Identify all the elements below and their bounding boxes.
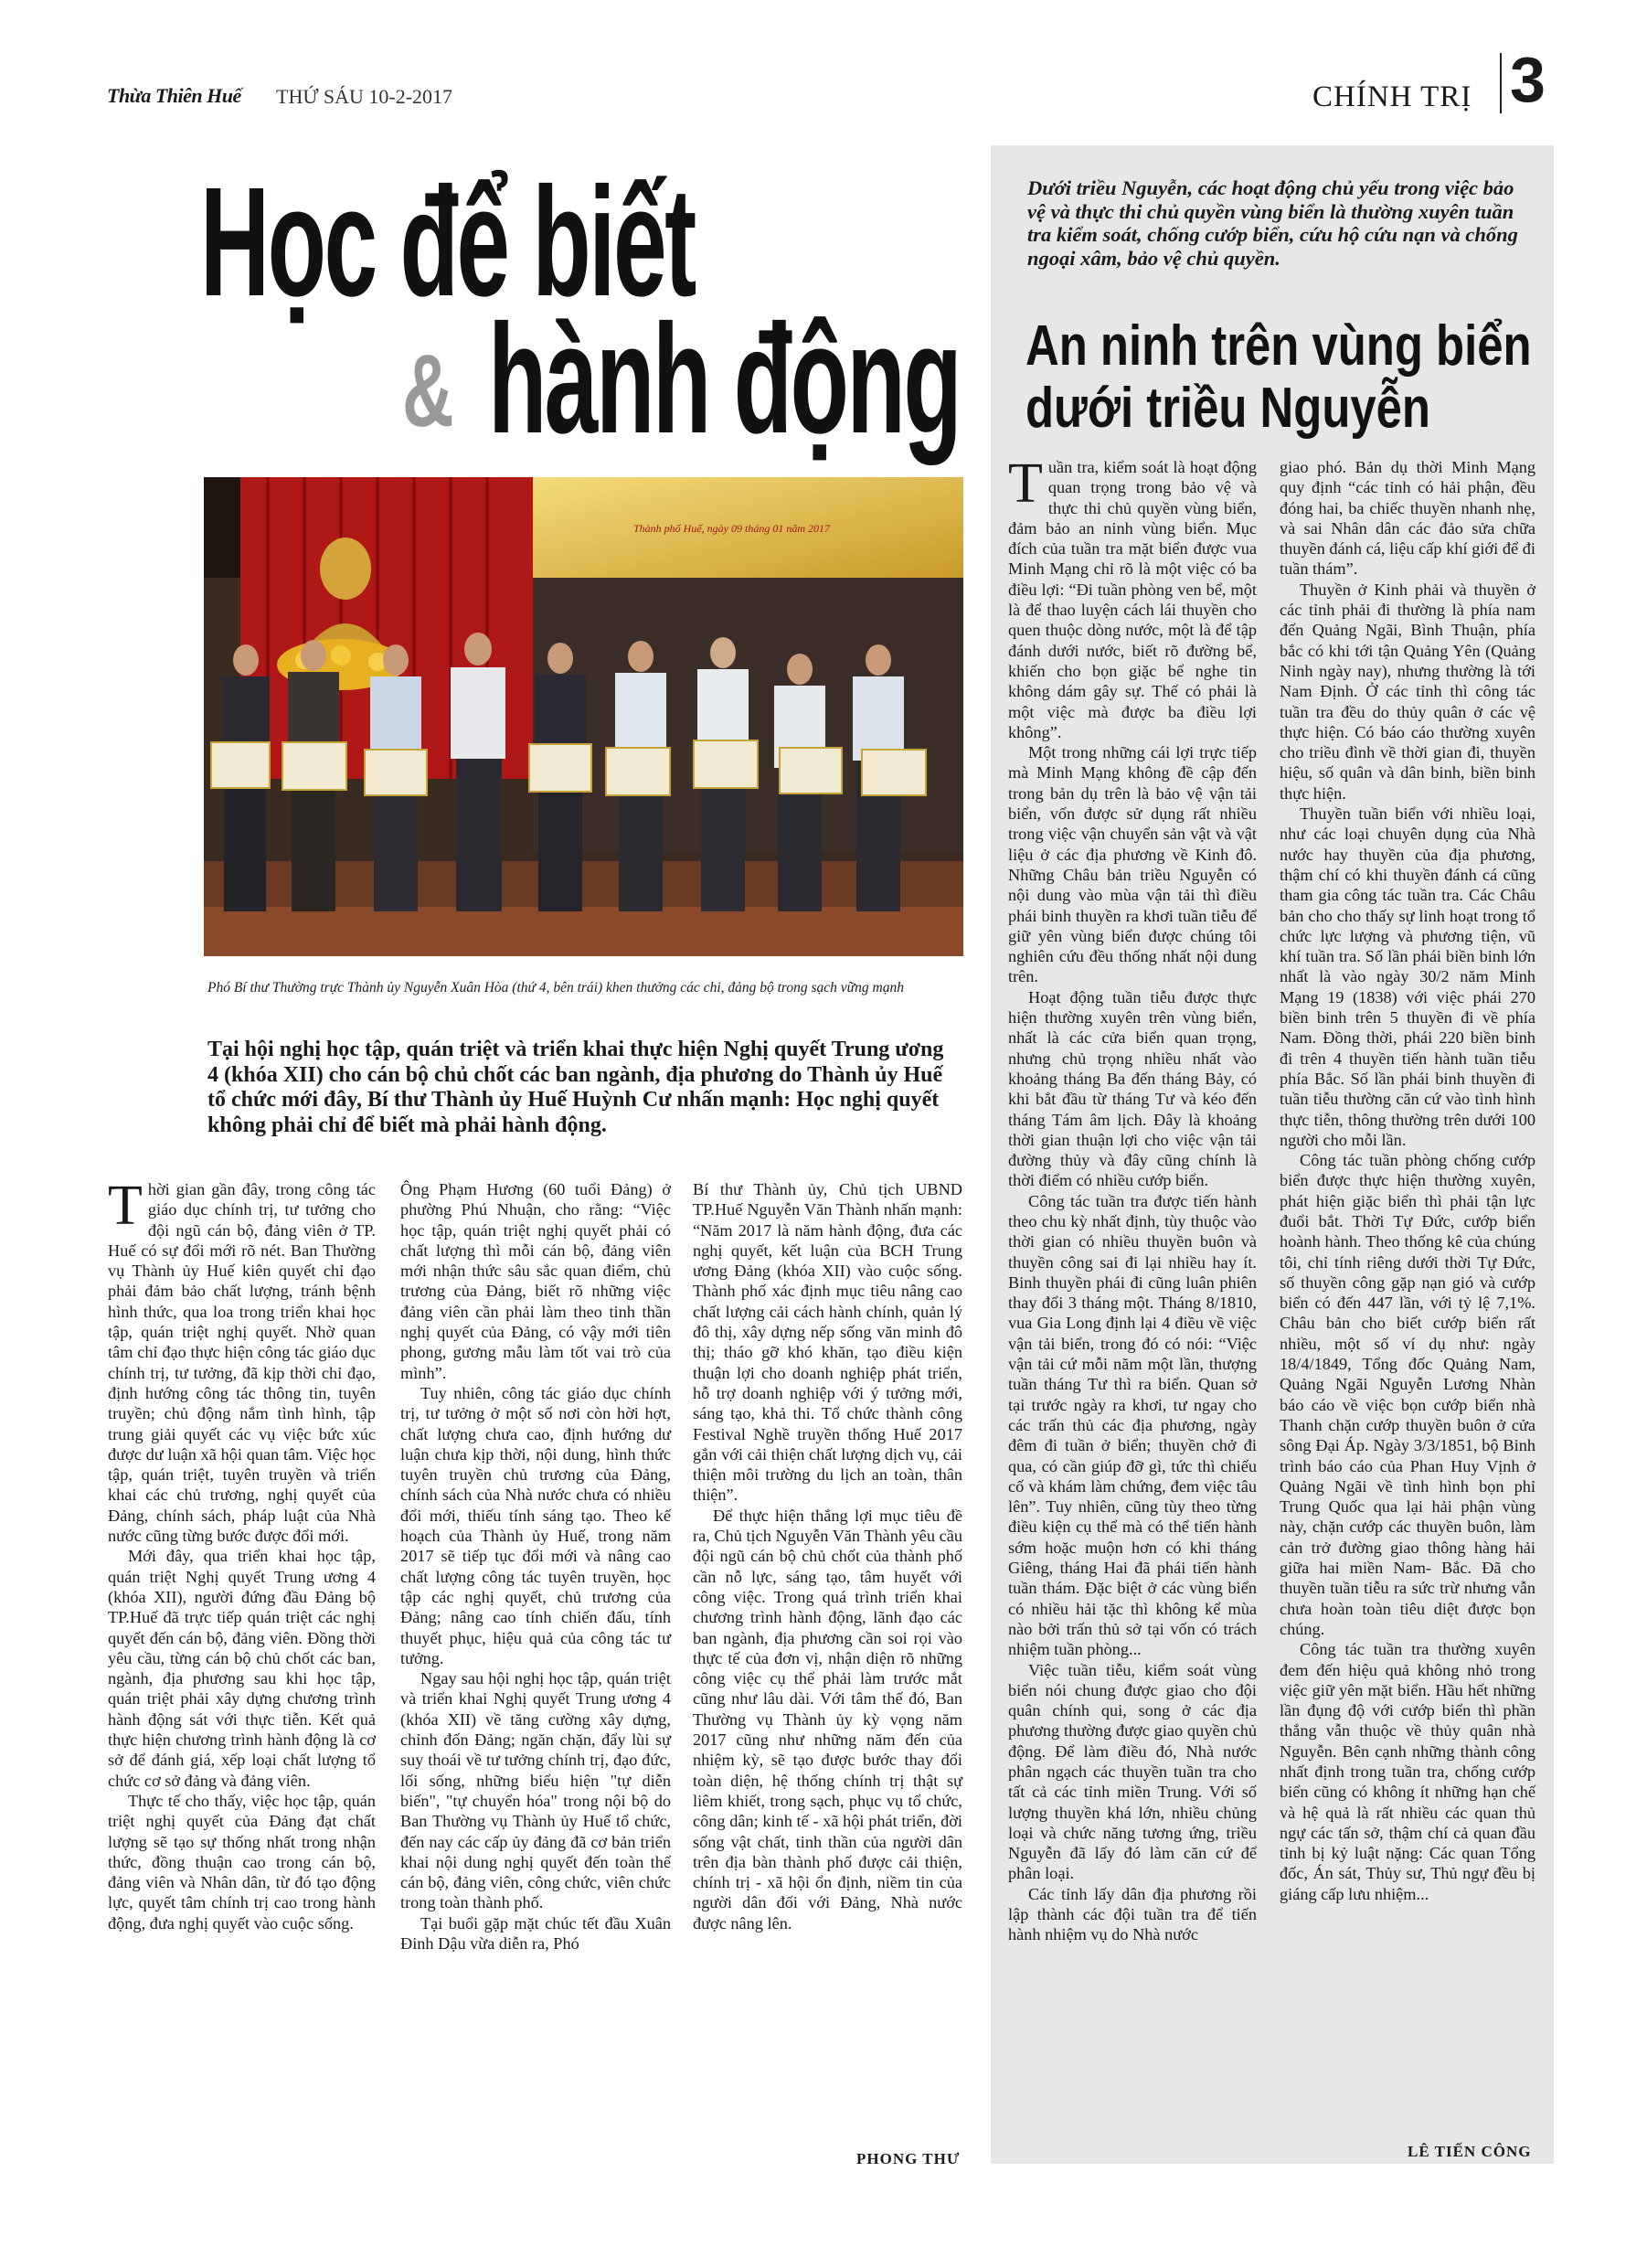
article-photo — [204, 477, 963, 956]
paragraph: Tuy nhiên, công tác giáo dục chính trị, tư tưởng ở một số nơi còn hời hợt, chất lượng chưa cao, định hướng dư luận chưa kịp thời, nội dung, hình thức tuyên truyền chủ trương của Đảng, chính sách của Nhà nước chưa có nhiều đổi mới, thiếu tính sáng tạo. Theo kế hoạch của Thành ủy Huế, trong năm 2017 sẽ tiếp tục đổi mới và nâng cao chất lượng công tác tuyên truyền, học tập các nghị quyết, chủ trương của Đảng; nâng cao tính chiến đấu, tính thuyết phục, hiệu quả của công tác tư tưởng. — [400, 1383, 671, 1667]
paragraph: giao phó. Bản dụ thời Minh Mạng quy định “các tỉnh có hải phận, đều đóng hai, ba chiếc thuyền nhanh nhẹ, và sai Nhân dân các đảo sửa chữa thuyền đánh cá, liệu cấp khí giới để đi tuần thám”. — [1280, 458, 1535, 579]
page-number: 3 — [1510, 44, 1546, 115]
paragraph: Tại buổi gặp mặt chúc tết đầu Xuân Đinh Dậu vừa diễn ra, Phó — [400, 1913, 671, 1953]
paragraph: Mới đây, qua triển khai học tập, quán triệt Nghị quyết Trung ương 4 (khóa XII), người đứng đầu Đảng bộ TP.Huế đã trực tiếp quán triệt các nghị quyết đến cán bộ, đảng viên. Đồng thời yêu cầu, từng cán bộ chủ chốt các ban, ngành, địa phương sau khi học tập, quán triệt phải xây dựng chương trình hành động sát với thực tiễn. Kết quả thực hiện chương trình hành động là cơ sở để đánh giá, xếp loại chất lượng tổ chức cơ sở đảng và đảng viên. — [108, 1547, 376, 1790]
photo-banner: Thành phố Huế, ngày 09 tháng 01 năm 2017 — [633, 522, 830, 535]
article-lead: Tại hội nghị học tập, quán triệt và triển khai thực hiện Nghị quyết Trung ương 4 (khóa XII) cho cán bộ chủ chốt các ban ngành, địa phương do Thành ủy Huế tổ chức mới đây, Bí thư Thành ủy Huế Huỳnh Cư nhấn mạnh: Học nghị quyết không phải chỉ để biết mà phải hành động. — [207, 1038, 944, 1137]
header-divider — [1500, 53, 1502, 113]
paragraph: Tuần tra, kiểm soát là hoạt động quan trọng trong bảo vệ và thực thi chủ quyền vùng biển, đảm bảo an ninh vùng biển. Mục đích của tuần tra mặt biển được vua Minh Mạng chỉ rõ là một việc có ba điều lợi: “Đi tuần phòng ven bể, một là để thao luyện cách lái thuyền cho quen thuộc dòng nước, một là để tập đánh dưới nước, biết rõ đường bể, khiến cho bọn giặc bể nghe tin không dám gây sự. Thế có phải là một việc mà được ba điều lợi không”. — [1008, 453, 1257, 741]
sidebar-intro: Dưới triều Nguyễn, các hoạt động chủ yếu trong việc bảo vệ và thực thi chủ quyền vùng biển là thường xuyên tuần tra kiểm soát, chống cướp biển, cứu hộ cứu nạn và chống ngoại xâm, bảo vệ chủ quyền. — [1027, 176, 1518, 270]
paragraph: Thực tế cho thấy, việc học tập, quán triệt nghị quyết của Đảng đạt chất lượng sẽ tạo sự thống nhất trong nhận thức, đồng thuận cao trong cán bộ, đảng viên và Nhân dân, từ đó tạo động lực, quyết tâm chính trị cao trong hành động, đưa nghị quyết vào cuộc sống. — [108, 1791, 376, 1933]
paragraph: Thời gian gần đây, trong công tác giáo dục chính trị, tư tưởng cho đội ngũ cán bộ, đảng viên ở TP. Huế có sự đổi mới rõ nét. Ban Thường vụ Thành ủy Huế kiên quyết chỉ đạo phải đảm bảo chất lượng, tránh bệnh hình thức, qua loa trong triển khai học tập, quán triệt nghị quyết. Nhờ quan tâm chỉ đạo thực hiện công tác giáo dục chính trị, tư tưởng, đã kịp thời chỉ đạo, định hướng công tác thông tin, tuyên truyền; chủ động nắm tình hình, tập trung giải quyết các vụ việc bức xúc được dư luận xã hội quan tâm. Việc học tập, quán triệt, tuyên truyền và triển khai các chủ trương, nghị quyết của Đảng, chính sách, pháp luật của Nhà nước cũng từng bước được đổi mới. — [108, 1175, 376, 1546]
paragraph: Một trong những cái lợi trực tiếp mà Minh Mạng không đề cập đến trong bản dụ trên là bảo vệ vận tải biển, vốn được sử dụng rất nhiều trong việc vận chuyển sản vật và vật liệu ở các địa phương về Kinh đô. Những Châu bản triều Nguyễn có nội dung vào mùa vận tải thì điều phái binh thuyền ra khơi tuần tiễu để giữ yên vùng biển được chúng tôi nghiên cứu đều thống nhất nội dung trên. — [1008, 743, 1257, 986]
paragraph: Hoạt động tuần tiễu được thực hiện thường xuyên trên vùng biển, nhất là các cửa biển quan trọng, nhưng chủ trọng nhiều nhất vào khoảng tháng Ba đến tháng Bảy, có khi bắt đầu từ tháng Tư và kéo đến tháng Tám âm lịch. Đây là khoảng thời gian thuận lợi cho việc vận tải đường thủy và đây cũng chính là thời điểm có nhiều cướp biển. — [1008, 987, 1257, 1190]
article-title-line1: Học để biết — [200, 155, 695, 329]
paragraph: Các tỉnh lấy dân địa phương rồi lập thành các đội tuần tra để tiến hành nhiệm vụ do Nhà nước — [1008, 1884, 1257, 1944]
paragraph: Bí thư Thành ủy, Chủ tịch UBND TP.Huế Nguyễn Văn Thành nhấn mạnh: “Năm 2017 là năm hành động, đưa các nghị quyết, kết luận của BCH Trung ương Đảng (khóa XII) vào cuộc sống. Thành phố xác định mục tiêu nâng cao chất lượng cải cách hành chính, quản lý đô thị, xây dựng nếp sống văn minh đô thị; tháo gỡ khó khăn, tạo điều kiện thuận lợi cho doanh nghiệp phát triển, hỗ trợ doanh nghiệp với ý tưởng mới, sáng tạo, khả thi. Tổ chức thành công Festival Nghề truyền thống Huế 2017 gắn với cải thiện chất lượng dịch vụ, cải thiện môi trường du lịch an toàn, thân thiện”. — [693, 1180, 962, 1505]
paragraph: Công tác tuần tra được tiến hành theo chu kỳ nhất định, tùy thuộc vào thời gian có nhiều thuyền buôn và thuyền công sai đi lại nhiều hay ít. Binh thuyền phái đi cũng luân phiên thay đổi 3 tháng một. Tháng 8/1810, vua Gia Long định lại 4 điều về việc vận tải biển, trong đó có nói: “Việc vận tải cứ mỗi năm một lần, thượng tuần tháng Tư thì ra biển. Quan sở tại trước ngày ra khơi, tư ngay cho các trấn thủ các địa phương, ngày đêm đi tuần ở biển; thuyền chở đi qua, có cần giúp đỡ gì, tức thì chiếu cố và khám làm chứng, đem việc tâu lên”. Tuy nhiên, cũng tùy theo từng điều kiện cụ thể mà có thể tiến hành sớm hoặc muộn hơn có khi tháng Giêng, tháng Hai đã phái tiến hành tuần thám. Đặc biệt ở các vùng biển có nhiều hải tặc thì không kể mùa nào bởi trấn thủ sở tại vốn có trách nhiệm tuần phòng... — [1008, 1191, 1257, 1659]
sidebar-title — [1025, 315, 1550, 440]
sidebar-author: LÊ TIẾN CÔNG — [1408, 2143, 1532, 2160]
sidebar-title-line1: An ninh trên vùng biển — [1025, 314, 1532, 378]
drop-cap: T — [1008, 453, 1043, 515]
paragraph: Công tác tuần tra thường xuyên đem đến hiệu quả không nhỏ trong việc giữ yên mặt biển. Hầu hết những lần đụng độ với cướp biển thì phần thắng vẫn thuộc về thủy quân nhà Nguyễn. Bên cạnh những thành công nhất định trong tuần tra, chống cướp biển cũng có không ít những hạn chế và hệ quả là rất nhiều các quan thủ ngự các tấn sở, thậm chí cả quan đầu tỉnh bị kỷ luật nặng: Các quan Tổng đốc, Án sát, Thủy sư, Thủ ngự đều bị giáng cấp lưu nhiệm... — [1280, 1640, 1535, 1903]
paragraph: Ông Phạm Hương (60 tuổi Đảng) ở phường Phú Nhuận, cho rằng: “Việc học tập, quán triệt nghị quyết phải có chất lượng thì mỗi cán bộ, đảng viên mới nhận thức sâu sắc quan điểm, chủ trương của Đảng, biết rõ những việc đảng viên cần phải làm theo tinh thần nghị quyết của Đảng, có vậy mới tiên phong, gương mẫu làm tốt vai trò của mình”. — [400, 1180, 671, 1382]
section-name: CHÍNH TRỊ — [1312, 80, 1472, 113]
article-column-3 — [693, 1179, 962, 1933]
article-column-1 — [108, 1175, 376, 1933]
sidebar-column-1 — [1008, 453, 1257, 1945]
sidebar-title-line2: dưới triều Nguyễn — [1025, 377, 1430, 440]
newspaper-name: Thừa Thiên Huế — [107, 84, 241, 107]
drop-cap: T — [108, 1175, 143, 1237]
article-title-ampersand: & — [402, 334, 452, 448]
paragraph: Thuyền ở Kinh phải và thuyền ở các tỉnh phải đi thường là phía nam đến Quảng Ngãi, Bình Thuận, phía bắc có khi tới tận Quảng Yên (Quảng Ninh ngày nay), nhưng thường là tới Nam Định. Ở các tỉnh thì công tác tuần tra đều do thủy quân ở các vệ thực hiện. Có báo cáo thường xuyên cho triều đình về thời gian đi, thuyền hiệu, số quân và dân binh, biền binh thực hiện. — [1280, 580, 1535, 803]
paragraph: Để thực hiện thắng lợi mục tiêu đề ra, Chủ tịch Nguyễn Văn Thành yêu cầu đội ngũ cán bộ chủ chốt của thành phố cần nỗ lực, sáng tạo, tâm huyết với công việc. Trong quá trình triển khai chương trình hành động, lãnh đạo các ban ngành, địa phương cần soi rọi vào thực tế của đơn vị, nhận diện rõ những công việc cụ thể phải làm trước mắt cũng như lâu dài. Với tâm thế đó, Ban Thường vụ Thành ủy kỳ vọng năm 2017 cũng như những năm đến của nhiệm kỳ, sẽ tạo được bước thay đổi toàn diện, hệ thống chính trị thật sự liêm khiết, trong sạch, phục vụ tổ chức, công dân; kinh tế - xã hội phát triển, đời sống vật chất, tinh thần của người dân trên địa bàn thành phố được cải thiện, chính trị - xã hội ổn định, niềm tin của người dân đối với Đảng, Nhà nước được nâng lên. — [693, 1506, 962, 1933]
issue-date: THỨ SÁU 10-2-2017 — [276, 85, 453, 108]
paragraph: Việc tuần tiễu, kiểm soát vùng biển nói chung được giao cho đội quân chính qui, song ở các địa phương thường được giao quyền chủ động. Để làm điều đó, Nhà nước phân ngạch các thuyền tuần tra cho tất cả các tỉnh miền Trung. Với số lượng thuyền khá lớn, nhiều chủng loại và chức năng tương ứng, triều Nguyễn đã lấy đó làm căn cứ để phân loại. — [1008, 1660, 1257, 1883]
paragraph: Thuyền tuần biển với nhiều loại, như các loại chuyên dụng của Nhà nước hay thuyền của địa phương, thậm chí có khi thuyền đánh cá cũng tham gia công tác tuần tra. Các Châu bản cho cho thấy sự linh hoạt trong tổ chức lực lượng và phương tiện, vũ khí tuần tra. Số lần phái biền binh lớn nhất là vào ngày 30/2 năm Minh Mạng 19 (1838) với việc phái 270 biền binh trên 5 thuyền đi về phía Nam. Đồng thời, phái 220 biền binh đi trên 4 thuyền tiến hành tuần tiễu phía Bắc. Số lần phái binh thuyền đi tuần tiễu thường căn cứ vào tình hình thực tiễn, thông thường trên dưới 100 người cho mỗi lần. — [1280, 804, 1535, 1149]
article-title-line2: hành động — [488, 293, 961, 466]
paragraph: Công tác tuần phòng chống cướp biển được thực hiện thường xuyên, phát hiện giặc biển thì phải tận lực đuổi bắt. Thời Tự Đức, cướp biển hoành hành. Theo thống kê của chúng tôi, chỉ tính riêng dưới thời Tự Đức, số thuyền công gặp nạn gió và cướp biển có đến 447 lần, với tỷ lệ 7,1%. Châu bản cho biết cướp biển rất nhiều, một số ví dụ như: ngày 18/4/1849, Tổng đốc Quảng Nam, Quảng Ngãi Nguyễn Lương Nhàn báo cáo về việc bọn cướp biển nhà Thanh chặn cướp thuyền buôn ở cửa sông Đại Áp. Ngày 3/3/1851, bộ Binh trình báo cáo của Phan Huy Vịnh ở Quảng Ngãi về tình hình bọn phỉ Trung Quốc qua lại hải phận vùng này, chặn cướp các thuyền buôn, làm cản trở đường giao thông hàng hải giữa hai miền Nam- Bắc. Đã cho thuyền tuần tiễu ra sức trừ nhưng vẫn chưa hoàn toàn tiêu diệt được bọn chúng. — [1280, 1151, 1535, 1638]
article-column-2 — [400, 1179, 671, 1954]
photo-caption: Phó Bí thư Thường trực Thành ủy Nguyễn Xuân Hòa (thứ 4, bên trái) khen thưởng các chi, đảng bộ trong sạch vững mạnh — [207, 980, 904, 996]
sidebar-column-2 — [1280, 457, 1535, 1904]
paragraph: Ngay sau hội nghị học tập, quán triệt và triển khai Nghị quyết Trung ương 4 (khóa XII) về tăng cường xây dựng, chỉnh đốn Đảng; ngăn chặn, đẩy lùi sự suy thoái về tư tưởng chính trị, đạo đức, lối sống, những biểu hiện "tự diễn biến", "tự chuyển hóa" trong nội bộ do Ban Thường vụ Thành ủy Huế tổ chức, đến nay các cấp ủy đảng đã cơ bản triển khai nội dung nghị quyết đến toàn thể cán bộ, đảng viên, công chức, viên chức trong toàn thành phố. — [400, 1669, 671, 1912]
article-author: PHONG THƯ — [856, 2150, 961, 2167]
